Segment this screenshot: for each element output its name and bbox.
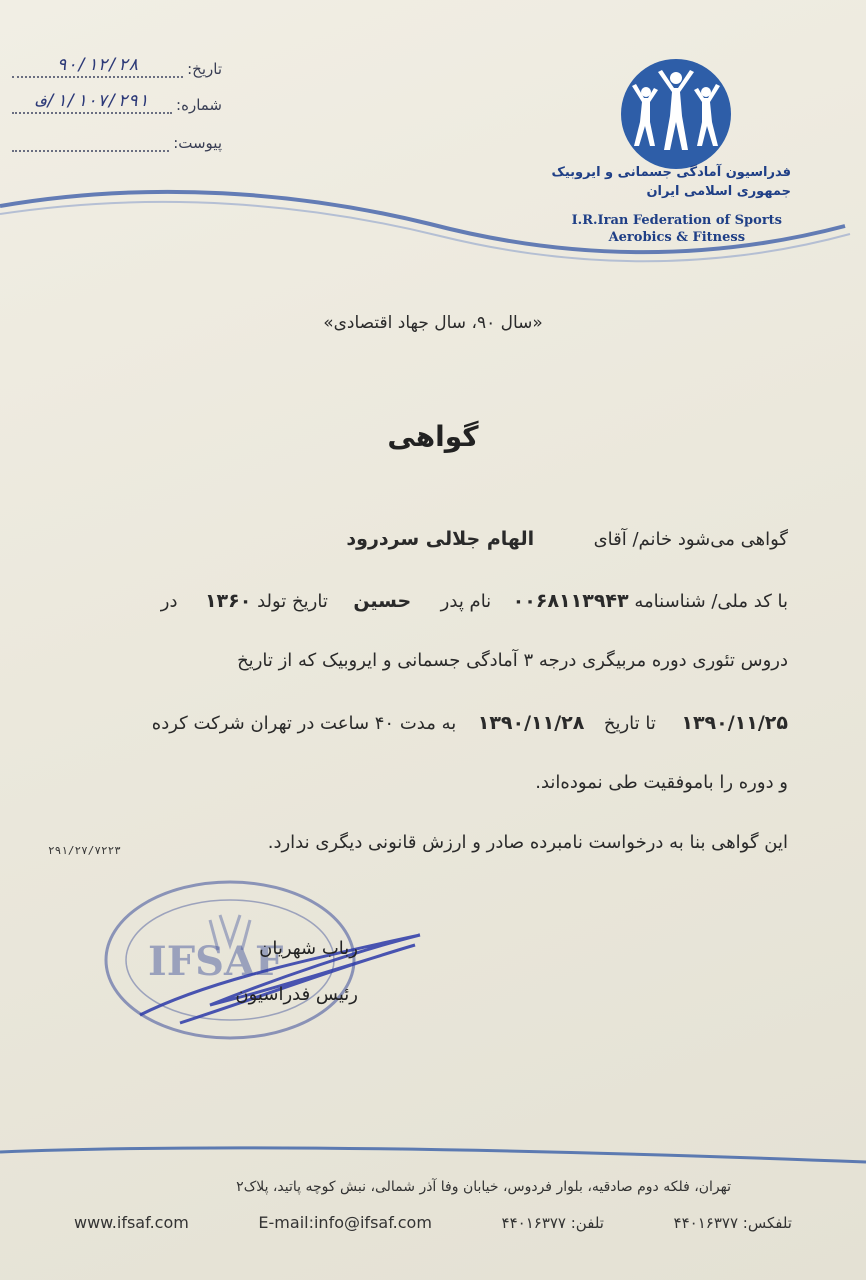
- document-title: گواهی: [387, 420, 479, 453]
- date-label: تاریخ:: [187, 60, 222, 78]
- body-l2-father-name: حسین: [353, 590, 412, 612]
- organization-name-fa-line2: جمهوری اسلامی ایران: [646, 184, 791, 199]
- body-l1-name: الهام جلالی سردرود: [346, 528, 535, 550]
- body-line-1: [70, 528, 788, 550]
- number-row: [12, 86, 222, 114]
- body-l2-d: در: [160, 591, 178, 612]
- body-l2-birth-year: ۱۳۶۰: [204, 590, 252, 612]
- organization-name-en-line1: I.R.Iran Federation of Sports: [571, 213, 782, 228]
- federation-logo-icon: [620, 58, 732, 170]
- body-l2-c: تاریخ تولد: [257, 591, 328, 612]
- number-label: شماره:: [176, 96, 222, 114]
- number-value: ۱/۱۰۷/۲۹۱/ف: [12, 90, 172, 114]
- organization-name-fa-line1: فدراسیون آمادگی جسمانی و ایروبیک: [551, 165, 791, 180]
- body-line-3: دروس تئوری دوره مربیگری درجه ۳ آمادگی جسمانی و ایروبیک که از تاریخ: [237, 650, 788, 671]
- body-line-2: [70, 590, 788, 612]
- signatory-name: رباب شهریان: [259, 938, 358, 959]
- date-value: ۹۰/۱۲/۲۸: [12, 54, 183, 78]
- attachment-label: پیوست:: [173, 134, 222, 152]
- body-l4-from-date: ۱۳۹۰/۱۱/۲۵: [681, 712, 788, 734]
- body-l2-a: با کد ملی/ شناسنامه: [634, 591, 788, 612]
- body-l1-prefix: گواهی می‌شود خانم/ آقای: [593, 529, 788, 550]
- body-line-5: و دوره را باموفقیت طی نموده‌اند.: [535, 772, 788, 793]
- body-line-4: [70, 712, 788, 734]
- body-l4-a: تا تاریخ: [603, 713, 656, 734]
- slogan: «سال ۹۰، سال جهاد اقتصادی»: [323, 313, 543, 333]
- signature-icon: [120, 905, 440, 1035]
- attachment-value: [12, 128, 169, 152]
- reference-code: ۲۹۱/۲۷/۷۲۲۳: [48, 844, 121, 857]
- header-wave-decoration: [0, 180, 866, 290]
- body-l4-to-date: ۱۳۹۰/۱۱/۲۸: [477, 712, 585, 734]
- footer-phone: تلفن: ۴۴۰۱۶۳۷۷: [501, 1213, 604, 1232]
- attachment-row: [12, 124, 222, 152]
- footer-email[interactable]: E-mail:info@ifsaf.com: [258, 1213, 432, 1232]
- body-line-6: این گواهی بنا به درخواست نامبرده صادر و ارزش قانونی دیگری ندارد.: [267, 832, 788, 853]
- svg-text:IFSAF: IFSAF: [148, 938, 284, 985]
- footer-contact: [74, 1213, 792, 1232]
- body-l2-b: نام پدر: [440, 591, 492, 612]
- footer-website[interactable]: www.ifsaf.com: [74, 1213, 189, 1232]
- body-l4-b: به مدت ۴۰ ساعت در تهران شرکت کرده: [151, 713, 457, 734]
- body-l2-national-id: ۰۰۶۸۱۱۳۹۴۳: [512, 590, 629, 612]
- footer-address: تهران، فلکه دوم صادقیه، بلوار فردوس، خیابان وفا آذر شمالی، نبش کوچه پاتید، پلاک۲: [236, 1179, 731, 1195]
- organization-name-en-line2: Aerobics & Fitness: [608, 230, 746, 245]
- footer-fax: تلفکس: ۴۴۰۱۶۳۷۷: [673, 1213, 792, 1232]
- date-row: [12, 50, 222, 78]
- signatory-title: رئیس فدراسیون: [235, 984, 358, 1005]
